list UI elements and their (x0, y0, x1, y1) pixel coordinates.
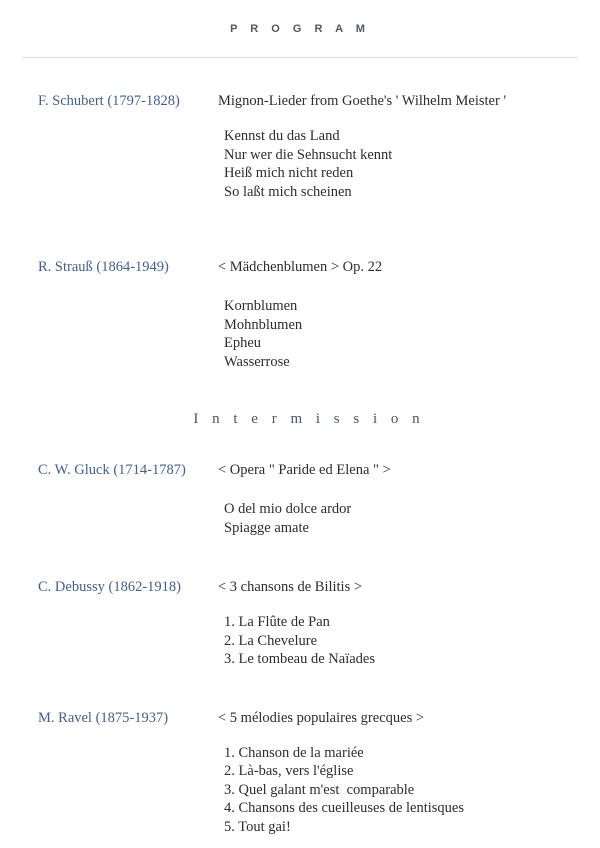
section-heading-row (38, 461, 580, 480)
song-item: Kornblumen (224, 298, 298, 314)
song-list (224, 127, 580, 201)
piece-title: < Mädchenblumen > Op. 22 (218, 259, 383, 275)
song-item: Heiß mich nicht reden (224, 165, 354, 181)
section-heading-row (38, 709, 580, 728)
section-heading-row (38, 258, 580, 277)
composer-name: M. Ravel (1875-1937) (38, 709, 169, 726)
composer-name: R. Strauß (1864-1949) (38, 259, 169, 275)
song-item: 3. Quel galant m'est comparable (224, 781, 415, 798)
intermission-label: I n t e r m i s s i o n (193, 411, 425, 427)
song-item: 5. Tout gai! (224, 818, 291, 835)
song-item: O del mio dolce ardor (224, 501, 352, 517)
song-list (224, 297, 580, 371)
song-item: 4. Chansons des cueilleuses de lentisques (224, 800, 465, 816)
program-section-gluck (38, 461, 580, 537)
program-section-strauss (38, 258, 580, 371)
program-section-schubert (38, 92, 580, 201)
song-item: Nur wer die Sehnsucht kennt (224, 146, 393, 163)
song-item: Kennst du das Land (224, 128, 340, 144)
piece-title: Mignon-Lieder from Goethe's ' Wilhelm Meister ' (218, 93, 507, 109)
song-item: 1. Chanson de la mariée (224, 744, 364, 761)
piece-title: < Opera " Paride ed Elena " > (218, 462, 391, 478)
piece-title: < 3 chansons de Bilitis > (218, 579, 363, 595)
song-list (224, 613, 580, 669)
header-divider (22, 57, 578, 58)
piece-title: < 5 mélodies populaires grecques > (218, 709, 425, 726)
page-title: P R O G R A M (230, 23, 370, 35)
song-item: Mohnblumen (224, 316, 303, 333)
song-list (224, 744, 580, 837)
song-item: 2. Là-bas, vers l'église (224, 763, 354, 779)
page-header (0, 0, 600, 36)
song-item: 2. La Chevelure (224, 632, 318, 649)
composer-name: C. Debussy (1862-1918) (38, 579, 181, 595)
program-content (0, 92, 600, 836)
program-section-ravel (38, 709, 580, 837)
song-item: Spiagge amate (224, 519, 309, 536)
section-heading-row (38, 578, 580, 597)
song-list (224, 500, 580, 537)
song-item: 3. Le tombeau de Naïades (224, 651, 375, 667)
composer-name: C. W. Gluck (1714-1787) (38, 462, 186, 478)
section-heading-row (38, 92, 580, 111)
song-item: 1. La Flûte de Pan (224, 614, 330, 630)
song-item: Epheu (224, 335, 262, 351)
program-section-debussy (38, 578, 580, 669)
composer-name: F. Schubert (1797-1828) (38, 93, 180, 109)
song-item: Wasserrose (224, 353, 290, 370)
song-item: So laßt mich scheinen (224, 183, 352, 200)
